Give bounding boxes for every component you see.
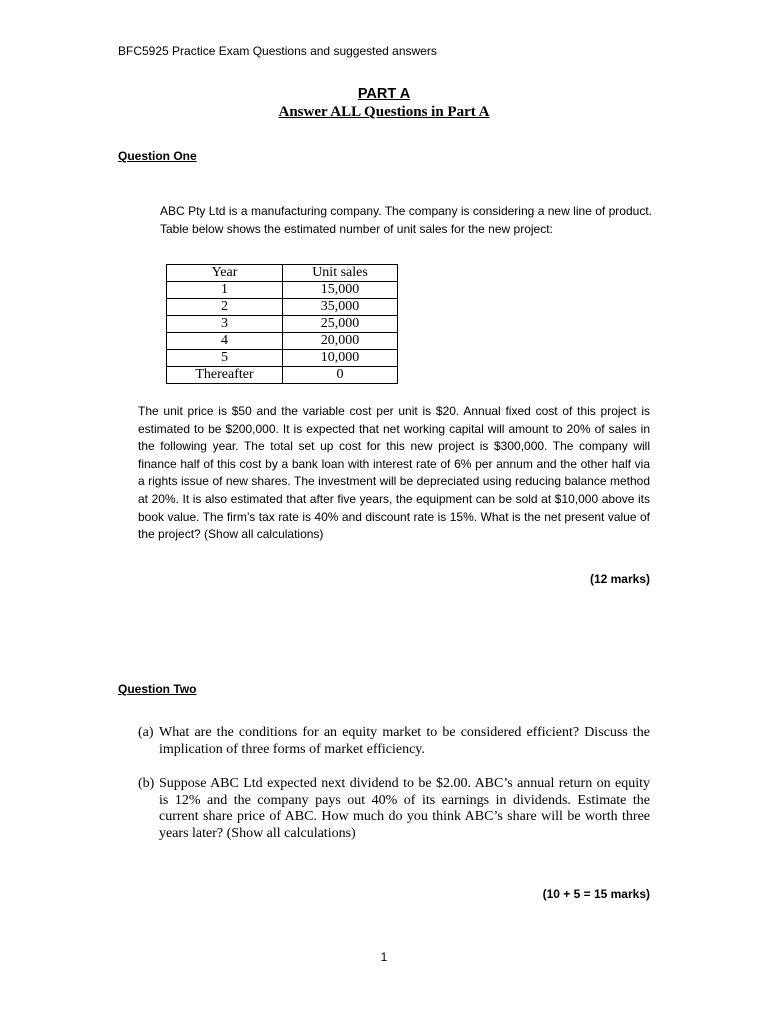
part-text: What are the conditions for an equity market to be considered efficient? Discuss the implication of three forms of market efficiency. — [159, 725, 650, 757]
table-header-cell: Unit sales — [283, 265, 398, 282]
table-cell-year: Thereafter — [167, 367, 283, 384]
question-two-heading: Question Two — [118, 682, 197, 696]
table-cell-units: 20,000 — [283, 333, 398, 350]
question-one-heading: Question One — [118, 149, 197, 163]
table-cell-year: 2 — [167, 299, 283, 316]
question-one-marks: (12 marks) — [589, 572, 650, 586]
table-cell-year: 5 — [167, 350, 283, 367]
part-label: (b) — [138, 776, 155, 791]
table-row — [167, 367, 398, 384]
table-row — [167, 299, 398, 316]
table-row — [167, 333, 398, 350]
question-two-part-a — [138, 725, 650, 758]
question-one-intro: ABC Pty Ltd is a manufacturing company. The company is considering a new line of product. Table below shows the estimated number of unit sales for the new project: — [160, 204, 652, 236]
question-one-body: The unit price is $50 and the variable cost per unit is $20. Annual fixed cost of this project is estimated to be $200,000. It is expected that net working capital will amount to 20% of sales in the following year. The total set up cost for this new project is $300,000. The company will finance half of this cost by a bank loan with interest rate of 6% per annum and the other half via a rights issue of new shares. The investment will be depreciated using reducing balance method at 20%. It is also estimated that after five years, the equipment can be sold at $10,000 above its book value. The firm’s tax rate is 40% and discount rate is 15%. What is the net present value of the project? (Show all calculations) — [138, 404, 650, 542]
table-cell-units: 15,000 — [283, 282, 398, 299]
question-two-marks: (10 + 5 = 15 marks) — [542, 887, 650, 901]
page-number: 1 — [380, 950, 388, 964]
document-header: BFC5925 Practice Exam Questions and suggested answers — [118, 44, 437, 58]
table-header-cell: Year — [167, 265, 283, 282]
table-cell-year: 1 — [167, 282, 283, 299]
table-cell-units: 0 — [283, 367, 398, 384]
table-cell-units: 25,000 — [283, 316, 398, 333]
part-title: PART A — [357, 86, 411, 102]
table-cell-year: 3 — [167, 316, 283, 333]
table-cell-units: 10,000 — [283, 350, 398, 367]
table-cell-year: 4 — [167, 333, 283, 350]
table-header-row — [167, 265, 398, 282]
table-row — [167, 282, 398, 299]
table-row — [167, 350, 398, 367]
part-subtitle: Answer ALL Questions in Part A — [278, 104, 490, 120]
unit-sales-table — [166, 264, 398, 384]
part-text: Suppose ABC Ltd expected next dividend to be $2.00. ABC’s annual return on equity is 12% and the company pays out 40% of its earnings in dividends. Estimate the current share price of ABC. How much do you think ABC’s share will be worth three years later? (Show all calculations) — [159, 776, 650, 841]
table-row — [167, 316, 398, 333]
part-label: (a) — [138, 725, 154, 740]
question-two-part-b — [138, 776, 650, 842]
table-cell-units: 35,000 — [283, 299, 398, 316]
